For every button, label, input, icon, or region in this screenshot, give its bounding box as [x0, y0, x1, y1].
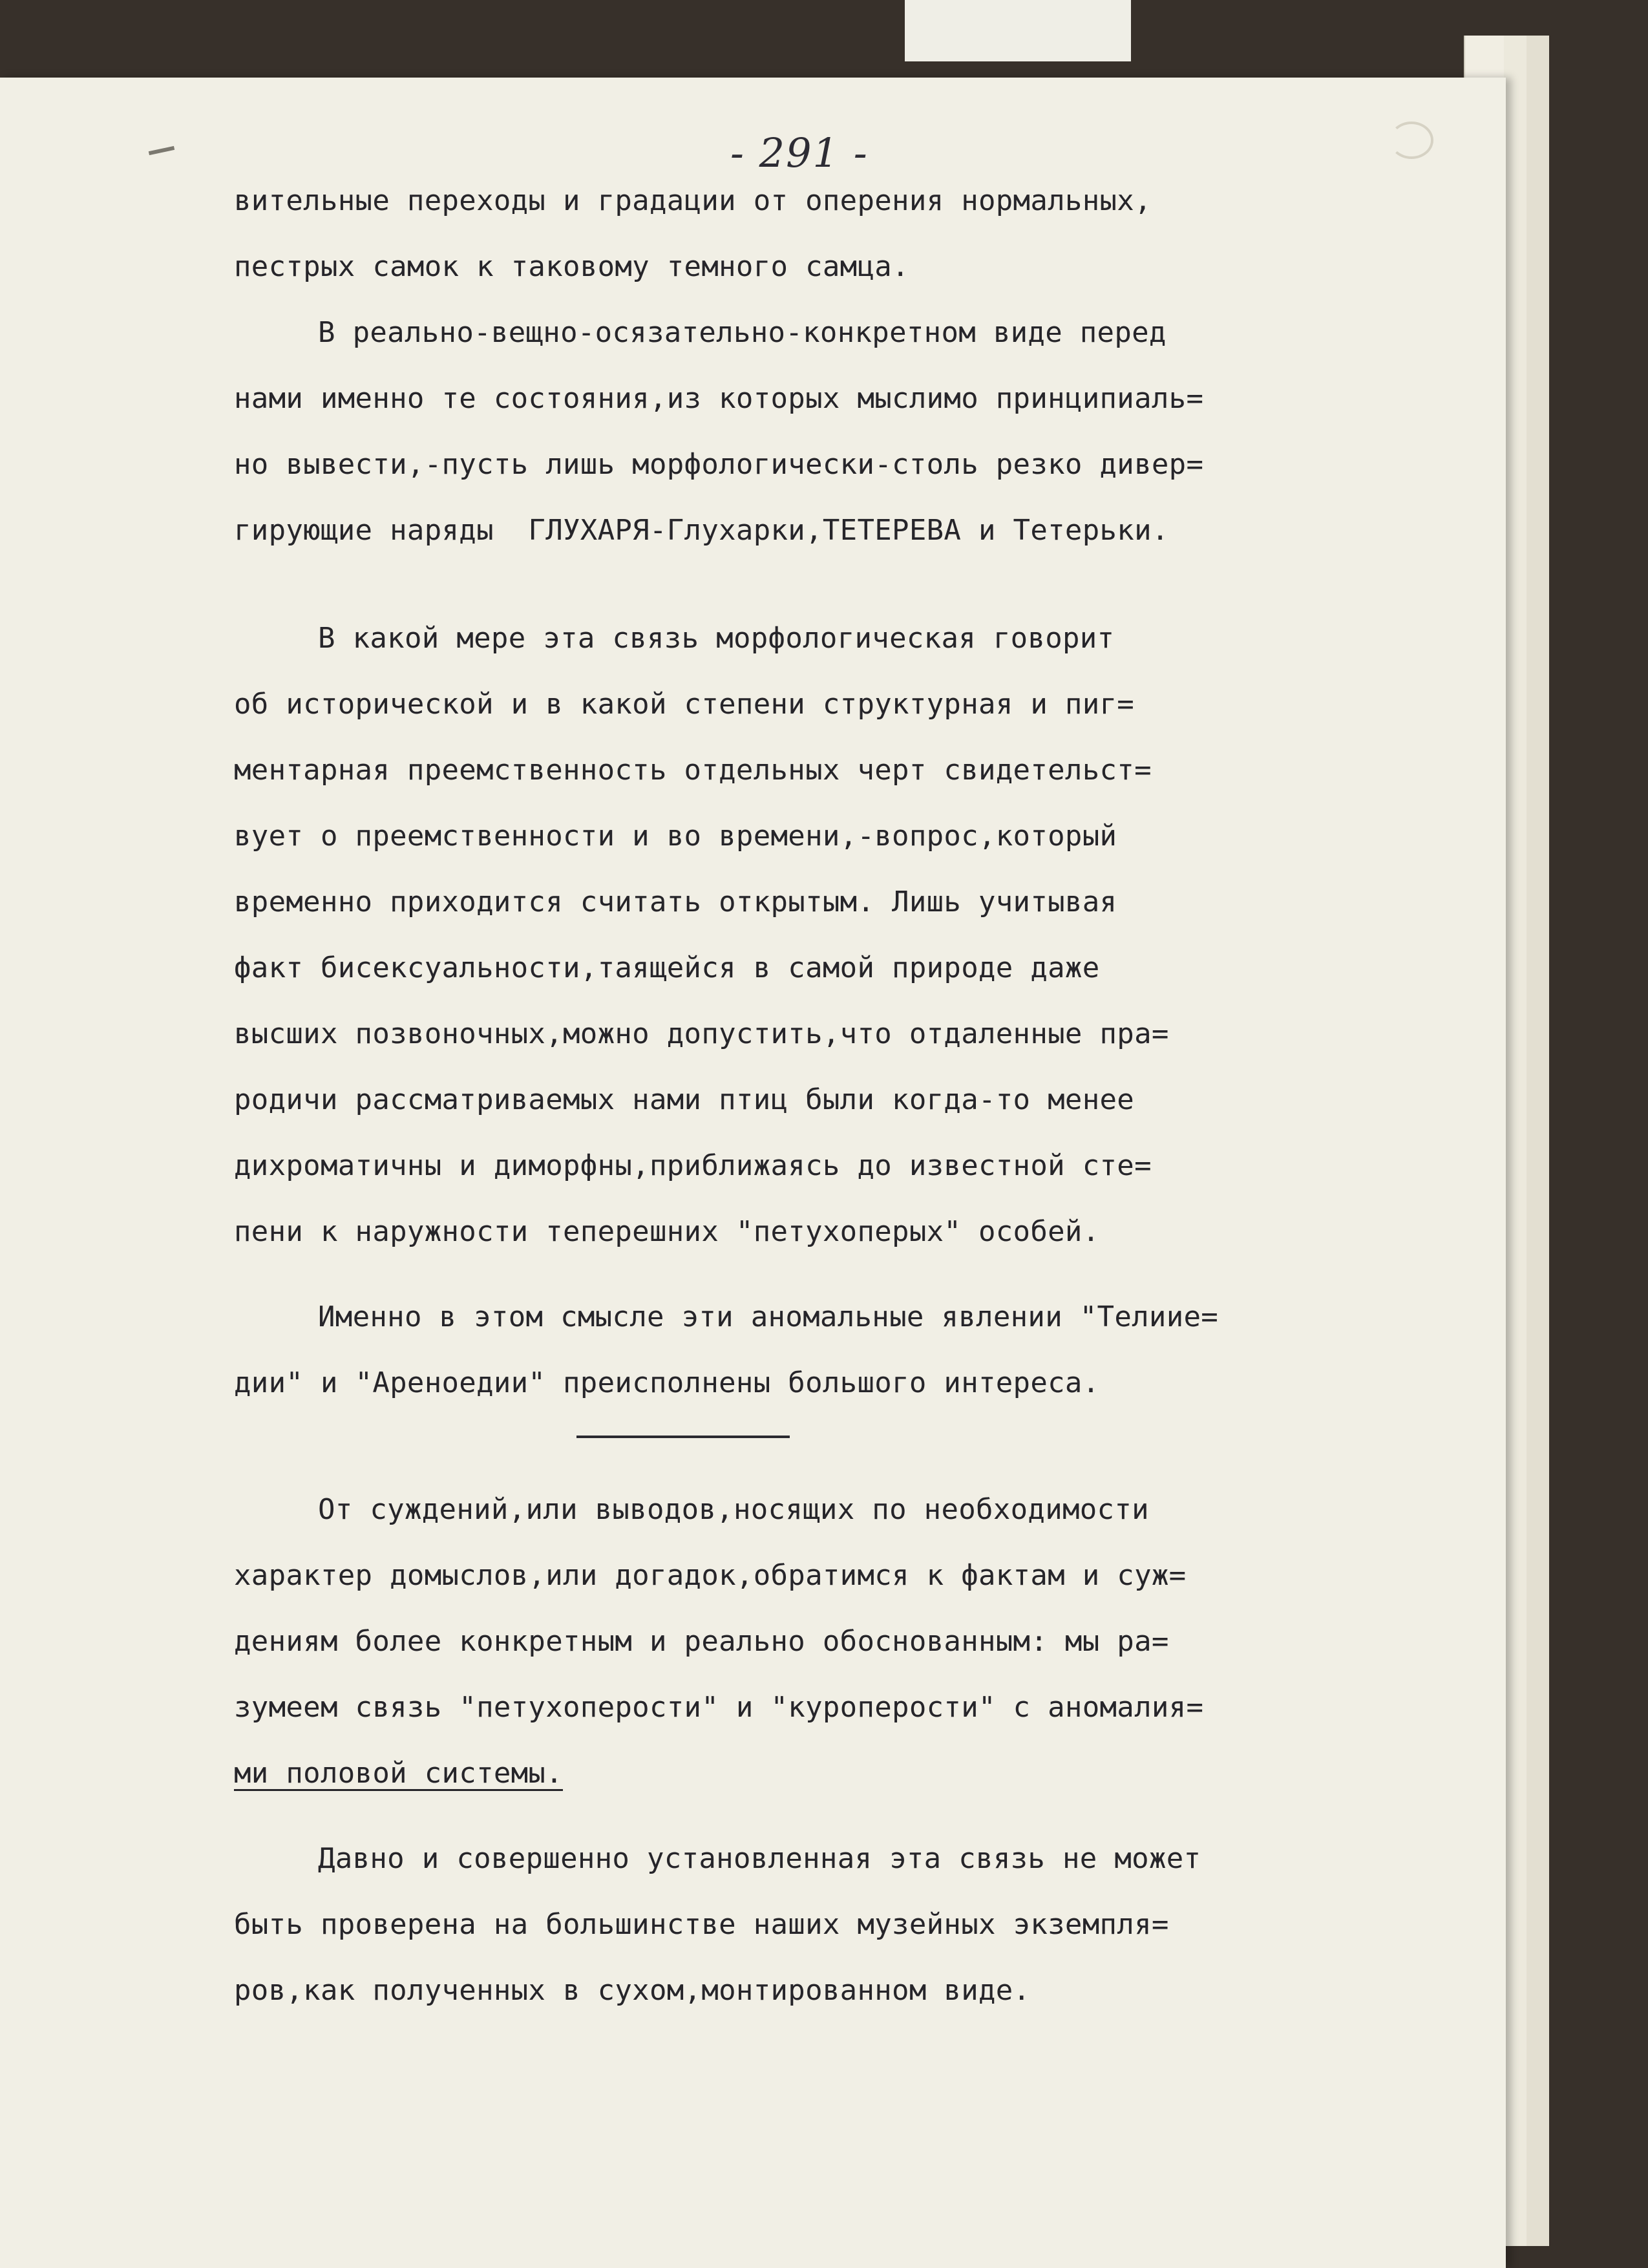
- text-line: зумеем связь "петухоперости" и "куроперости" с аномалия=: [234, 1691, 1204, 1724]
- text-line: пени к наружности теперешних "петухоперых" особей.: [234, 1215, 1100, 1248]
- text-line: дениям более конкретным и реально обоснованным: мы ра=: [234, 1625, 1169, 1658]
- paragraph: [234, 1284, 1462, 1416]
- text-line: вительные переходы и градации от оперения нормальных,: [234, 184, 1152, 217]
- text-line: характер домыслов,или догадок,обратимся к фактам и суж=: [234, 1559, 1187, 1592]
- paragraph: [234, 168, 1462, 300]
- text-line: вует о преемственности и во времени,-вопрос,который: [234, 820, 1117, 853]
- text-line: высших позвоночных,можно допустить,что отдаленные пра=: [234, 1017, 1169, 1050]
- section-divider: [576, 1436, 790, 1438]
- text-line: ментарная преемственность отдельных черт свидетельст=: [234, 754, 1152, 787]
- paragraph-spacing: [234, 1265, 1462, 1284]
- paragraph: [234, 300, 1462, 564]
- text-line: факт бисексуальности,таящейся в самой природе даже: [234, 951, 1100, 984]
- paragraph: [234, 606, 1462, 1265]
- text-line: От суждений,или выводов,носящих по необходимости: [318, 1493, 1149, 1526]
- bleed-through-mark: [1389, 122, 1433, 159]
- paragraph: [234, 1477, 1462, 1807]
- text-line: дихроматичны и диморфны,приближаясь до известной сте=: [234, 1149, 1152, 1182]
- text-line: быть проверена на большинстве наших музейных экземпля=: [234, 1908, 1169, 1941]
- text-line: но вывести,-пусть лишь морфологически-столь резко дивер=: [234, 448, 1204, 481]
- paragraph: [234, 1826, 1462, 2024]
- pencil-mark: [149, 146, 174, 155]
- text-line: временно приходится считать открытым. Лишь учитывая: [234, 885, 1117, 918]
- text-line: ров,как полученных в сухом,монтированном виде.: [234, 1974, 1031, 2007]
- paragraph-spacing: [234, 1807, 1462, 1826]
- text-line: Давно и совершенно установленная эта связь не может: [318, 1842, 1201, 1875]
- text-line: пестрых самок к таковому темного самца.: [234, 250, 909, 283]
- text-line: Именно в этом смысле эти аномальные явлении "Телиие=: [318, 1300, 1219, 1333]
- backing-board: [905, 0, 1131, 61]
- text-line: родичи рассматриваемых нами птиц были когда-то менее: [234, 1083, 1135, 1116]
- paragraph-spacing: [234, 564, 1462, 606]
- body-text: [234, 168, 1462, 2024]
- text-line: В какой мере эта связь морфологическая говорит: [318, 622, 1115, 655]
- text-line: об исторической и в какой степени структурная и пиг=: [234, 688, 1135, 721]
- text-line: гирующие наряды ГЛУХАРЯ-Глухарки,ТЕТЕРЕВА и Тетерьки.: [234, 514, 1169, 547]
- text-line: ми половой системы.: [234, 1757, 564, 1790]
- text-line: В реально-вещно-осязательно-конкретном виде перед: [318, 316, 1167, 349]
- typewritten-page: [0, 78, 1506, 2268]
- text-line: дии" и "Ареноедии" преисполнены большого интереса.: [234, 1366, 1100, 1399]
- text-line: нами именно те состояния,из которых мыслимо принципиаль=: [234, 382, 1204, 415]
- page-number: - 291 -: [730, 129, 869, 176]
